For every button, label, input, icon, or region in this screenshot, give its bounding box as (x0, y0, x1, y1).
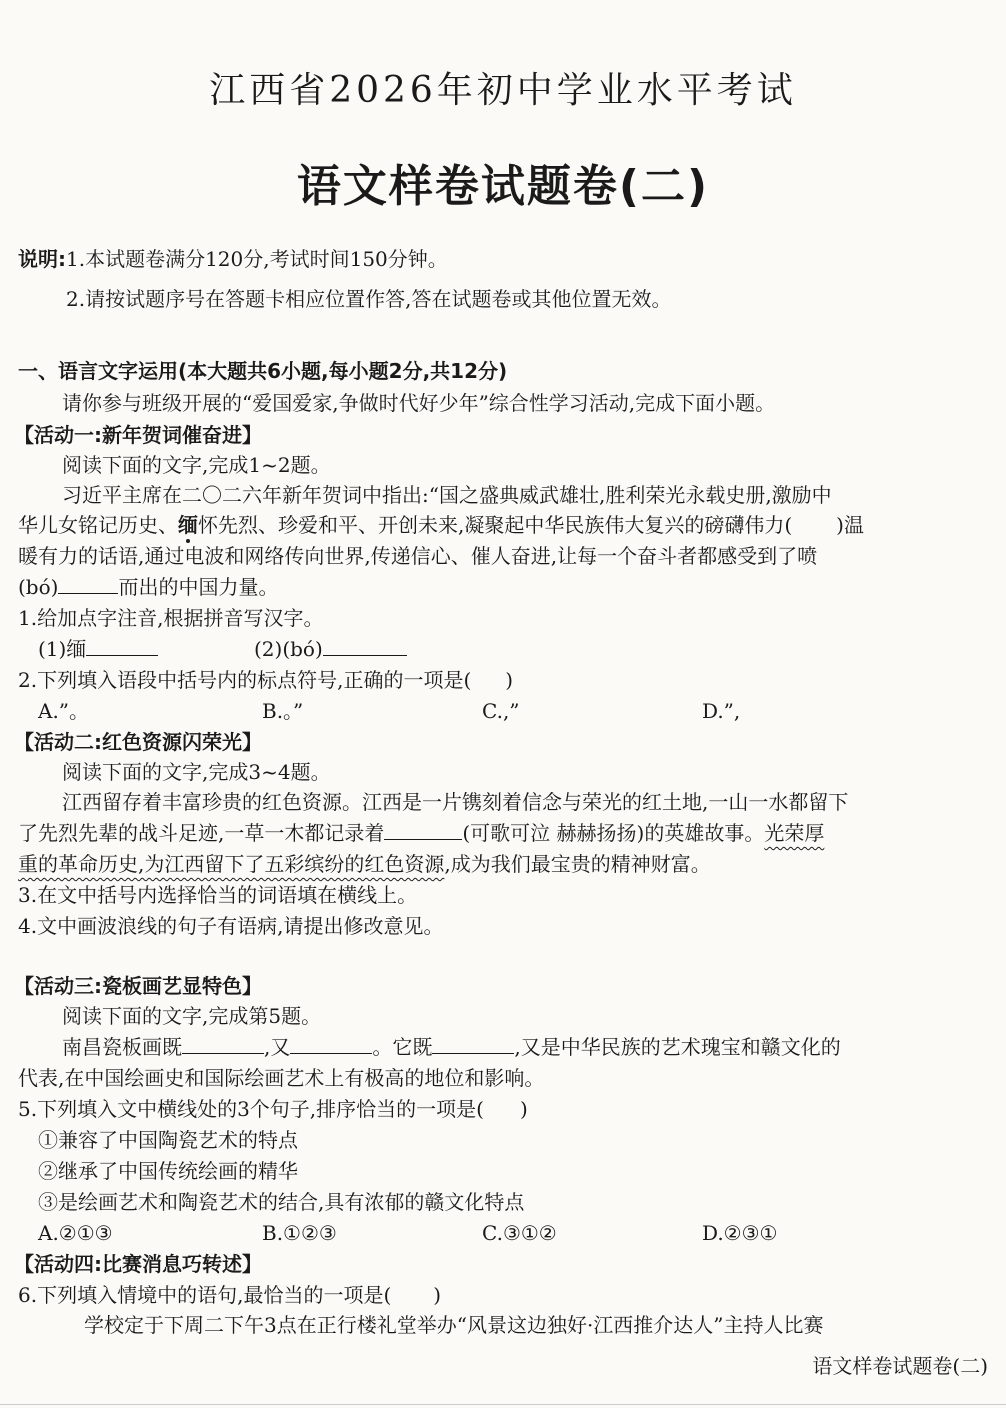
activity3-paragraph-line2: 代表,在中国绘画史和国际绘画艺术上有极高的地位和影响。 (18, 1066, 545, 1090)
instructions-item2: 2.请按试题序号在答题卡相应位置作答,答在试题卷或其他位置无效。 (66, 287, 672, 311)
activity2-instruction: 阅读下面的文字,完成3~4题。 (62, 760, 331, 784)
option-c[interactable]: C.,” (482, 699, 520, 723)
text-segment: 南昌瓷板画既 (62, 1035, 182, 1059)
question-1-part-b (254, 634, 407, 664)
option-d[interactable]: D.②③① (702, 1221, 778, 1245)
question-1-part-a (38, 634, 158, 664)
answer-blank[interactable] (323, 637, 407, 656)
option-d[interactable]: D.”, (702, 699, 741, 723)
text-segment: 了先烈先辈的战斗足迹,一草一木都记录着 (18, 821, 385, 845)
activity2-paragraph-line1: 江西留存着丰富珍贵的红色资源。江西是一片镌刻着信念与荣光的红土地,一山一水都留下 (62, 790, 849, 814)
activity1-instruction: 阅读下面的文字,完成1~2题。 (62, 453, 331, 477)
section-intro: 请你参与班级开展的“爱国爱家,争做时代好少年”综合性学习活动,完成下面小题。 (62, 391, 776, 415)
activity4-heading: 【活动四:比赛消息巧转述】 (14, 1252, 262, 1276)
section-heading: 一、语言文字运用(本大题共6小题,每小题2分,共12分) (18, 359, 508, 383)
text-segment: 华儿女铭记历史、 (18, 513, 178, 537)
answer-blank[interactable] (58, 575, 118, 594)
text-segment: 。它既 (372, 1035, 433, 1059)
text-segment: 怀先烈、珍爱和平、开创未来,凝聚起中华民族伟大复兴的磅礴伟力( (198, 513, 793, 537)
paren-close: ) (505, 668, 514, 692)
wavy-sentence: 光荣厚 (764, 821, 825, 845)
dotted-char: 缅 (178, 513, 198, 537)
answer-blank[interactable] (290, 1035, 372, 1054)
instructions-line1 (18, 244, 448, 274)
text-segment: ,成为我们最宝贵的精神财富。 (444, 852, 711, 876)
exam-title: 江西省2026年初中学业水平考试 (209, 70, 797, 111)
question-4: 4.文中画波浪线的句子有语病,请提出修改意见。 (18, 914, 444, 938)
question-2 (18, 665, 513, 695)
wavy-sentence: 重的革命历史,为江西留下了五彩缤纷的红色资源 (18, 852, 445, 876)
activity3-heading: 【活动三:瓷板画艺显特色】 (14, 974, 262, 998)
activity1-heading: 【活动一:新年贺词催奋进】 (14, 423, 262, 447)
activity2-paragraph-line3 (18, 849, 711, 879)
text-segment: ,又是中华民族的艺术瑰宝和赣文化的 (514, 1035, 841, 1059)
paren-close: ) (433, 1283, 442, 1307)
paper-title: 语文样卷试题卷(二) (296, 161, 710, 212)
question-3: 3.在文中括号内选择恰当的词语填在横线上。 (18, 883, 418, 907)
option-a[interactable]: A.”。 (38, 699, 90, 723)
answer-blank[interactable] (384, 821, 462, 840)
text-segment: )温 (836, 513, 864, 537)
question-text: 6.下列填入情境中的语句,最恰当的一项是( (18, 1283, 392, 1307)
pinyin: (bó) (18, 575, 59, 599)
activity1-paragraph-line2 (18, 510, 864, 540)
activity4-paragraph-line1: 学校定于下周二下午3点在正行楼礼堂举办“风景这边独好·江西推介达人”主持人比赛 (84, 1313, 824, 1337)
answer-blank[interactable] (86, 637, 158, 656)
activity2-paragraph-line2 (18, 818, 824, 848)
activity3-paragraph-line1 (62, 1032, 841, 1062)
answer-blank[interactable] (182, 1035, 264, 1054)
instructions-label: 说明: (18, 247, 66, 271)
question-5 (18, 1094, 528, 1124)
page-footer: 语文样卷试题卷(二) (812, 1354, 988, 1378)
option-a[interactable]: A.②①③ (38, 1221, 113, 1245)
question-1: 1.给加点字注音,根据拼音写汉字。 (18, 606, 324, 630)
activity1-paragraph-line3: 暖有力的话语,通过电波和网络传向世界,传递信心、催人奋进,让每一个奋斗者都感受到了喷 (18, 544, 818, 568)
question-text: 5.下列填入文中横线处的3个句子,排序恰当的一项是( (18, 1097, 484, 1121)
text-segment: ,又 (264, 1035, 291, 1059)
page-edge-divider (0, 1404, 1006, 1405)
list-item: ①兼容了中国陶瓷艺术的特点 (38, 1128, 298, 1152)
question-6 (18, 1280, 441, 1310)
part-label: (1)缅 (38, 637, 87, 661)
text-segment: (可歌可泣 赫赫扬扬)的英雄故事。 (462, 821, 765, 845)
option-b[interactable]: B.。” (262, 699, 304, 723)
part-label: (2)(bó) (254, 637, 323, 661)
activity1-paragraph-line4 (18, 572, 278, 602)
list-item: ②继承了中国传统绘画的精华 (38, 1159, 298, 1183)
instructions-item1: 1.本试题卷满分120分,考试时间150分钟。 (66, 247, 448, 271)
option-c[interactable]: C.③①② (482, 1221, 557, 1245)
paren-close: ) (519, 1097, 528, 1121)
list-item: ③是绘画艺术和陶瓷艺术的结合,具有浓郁的赣文化特点 (38, 1190, 525, 1214)
activity2-heading: 【活动二:红色资源闪荣光】 (14, 730, 262, 754)
activity3-instruction: 阅读下面的文字,完成第5题。 (62, 1004, 322, 1028)
text-segment: 而出的中国力量。 (118, 575, 279, 599)
activity1-paragraph-line1: 习近平主席在二〇二六年新年贺词中指出:“国之盛典威武雄壮,胜利荣光永载史册,激励中 (62, 483, 832, 507)
question-text: 2.下列填入语段中括号内的标点符号,正确的一项是( (18, 668, 472, 692)
answer-blank[interactable] (432, 1035, 514, 1054)
option-b[interactable]: B.①②③ (262, 1221, 337, 1245)
